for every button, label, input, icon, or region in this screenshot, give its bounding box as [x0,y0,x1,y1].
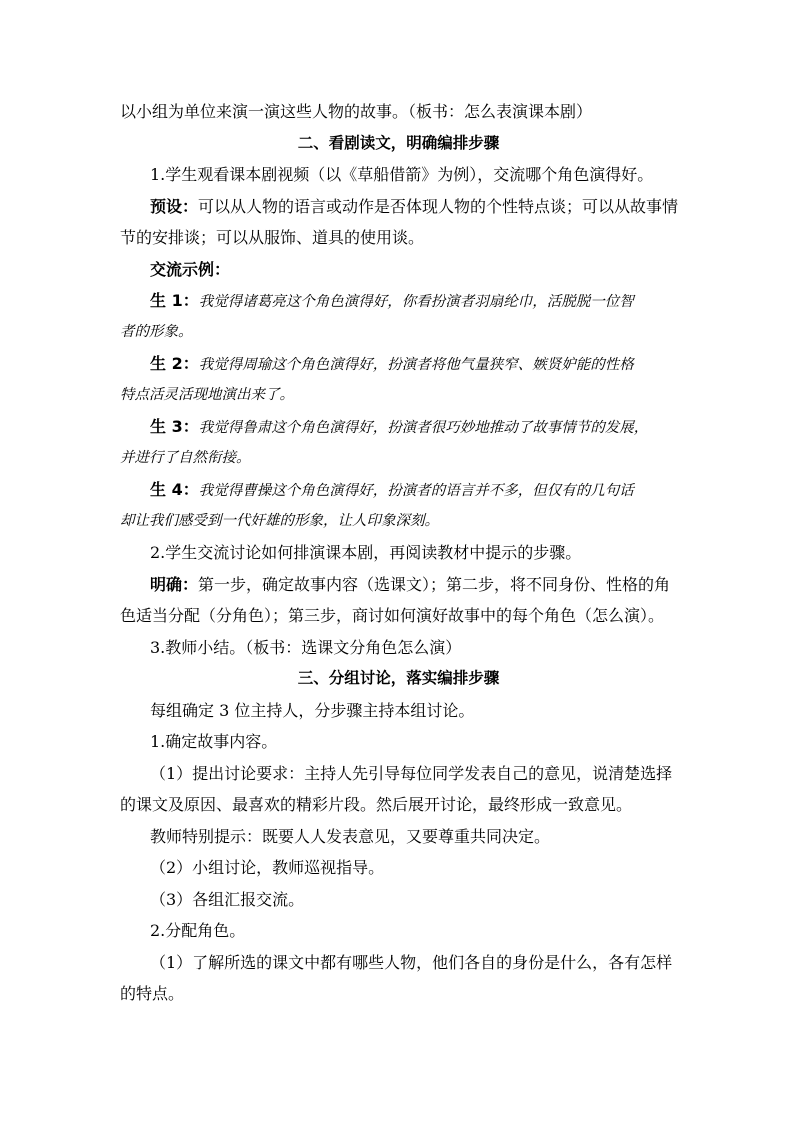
student-4-line-2: 却让我们感受到一代奸雄的形象，让人印象深刻。 [120,512,439,529]
student-2-label: 生 2： [150,354,199,373]
teacher-tip: 教师特别提示：既要人人发表意见，又要尊重共同决定。 [150,826,551,846]
step-2-1-line-1: （1）了解所选的课文中都有哪些人物，他们各自的身份是什么，各有怎样 [150,952,673,972]
student-1-label: 生 1： [150,291,199,310]
step-1-1-line-2: 的课文及原因、最喜欢的精彩片段。然后展开讨论，最终形成一致意见。 [120,795,633,814]
item-1: 1.学生观看课本剧视频（以《草船借箭》为例），交流哪个角色演得好。 [150,165,654,184]
preset-line-1 [120,191,677,223]
student-1-line-2: 者的形象。 [120,323,193,340]
student-1-line-1 [120,285,677,317]
exchange-label: 交流示例： [150,259,231,279]
student-3-line-2: 并进行了自然衔接。 [120,449,251,466]
document-page [120,96,677,1010]
section-heading-3: 三、分组讨论，落实编排步骤 [297,669,500,687]
student-4-line-1 [120,474,677,506]
step-1-3: （3）各组汇报交流。 [150,889,305,909]
clarify-text: 第一步，确定故事内容（选课文）；第二步，将不同身份、性格的角 [198,574,671,594]
student-2-text: 我觉得周瑜这个角色演得好，扮演者将他气量狭窄、嫉贤妒能的性格 [198,357,634,373]
student-2-line-2: 特点活灵活现地演出来了。 [120,386,294,403]
student-4-label: 生 4： [150,480,199,499]
paragraph-intro-end: 以小组为单位来演一演这些人物的故事。（板书：怎么表演课本剧） [120,102,593,121]
clarify-line-2: 色适当分配（分角色）；第三步，商讨如何演好故事中的每个角色（怎么演）。 [120,606,665,625]
student-3-line-1 [120,411,677,443]
step-2: 2.分配角色。 [150,921,246,940]
preset-text: 可以从人物的语言或动作是否体现人物的个性特点谈；可以从故事情 [198,196,679,216]
student-1-text: 我觉得诸葛亮这个角色演得好，你看扮演者羽扇纶巾，活脱脱一位智 [198,294,634,310]
group-intro: 每组确定 3 位主持人，分步骤主持本组讨论。 [150,700,475,720]
section-heading-2: 二、看剧读文，明确编排步骤 [297,133,500,152]
student-3-label: 生 3： [150,417,199,436]
item-3: 3.教师小结。（板书：选课文分角色怎么演） [150,637,462,657]
clarify-line-1 [120,569,677,601]
preset-line-2: 节的安排谈；可以从服饰、道具的使用谈。 [120,228,425,247]
step-1-1-line-1: （1）提出讨论要求：主持人先引导每位同学发表自己的意见，说清楚选择 [150,763,673,783]
preset-label: 预设： [150,196,199,216]
clarify-label: 明确： [150,574,199,594]
step-1-2: （2）小组讨论，教师巡视指导。 [150,858,385,877]
item-2: 2.学生交流讨论如何排演课本剧，再阅读教材中提示的步骤。 [150,543,582,562]
step-2-1-line-2: 的特点。 [120,984,185,1003]
student-2-line-1 [120,348,677,380]
student-4-text: 我觉得曹操这个角色演得好，扮演者的语言并不多，但仅有的几句话 [198,483,634,499]
step-1: 1.确定故事内容。 [150,732,278,751]
student-3-text: 我觉得鲁肃这个角色演得好，扮演者很巧妙地推动了故事情节的发展， [198,420,649,436]
